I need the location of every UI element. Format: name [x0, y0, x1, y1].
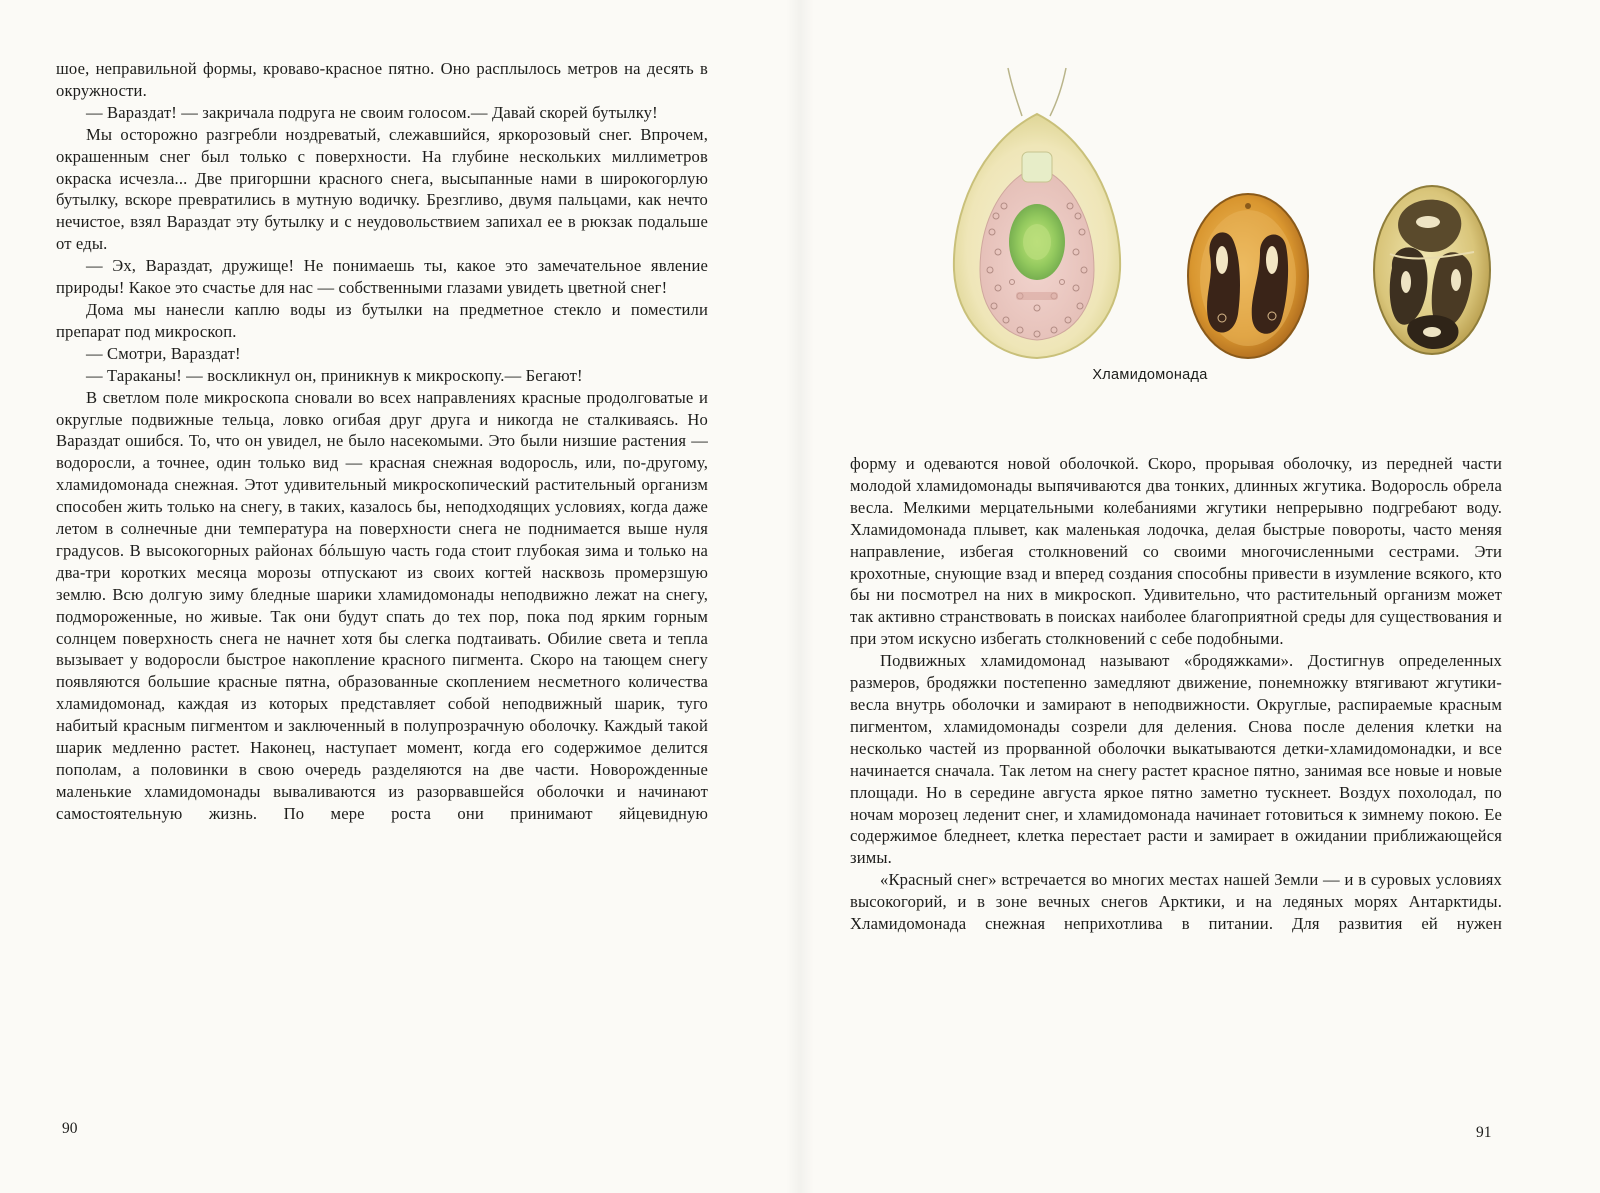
paragraph: — Смотри, Вараздат!: [86, 343, 241, 363]
paragraph: форму и одеваются новой оболочкой. Скоро, прорывая оболочку, из передней части молодой хламидомонады выпячиваются два тонких, длинных жгутика. Водоросль обрела весла. Мелкими мерцательными колебаниями жгутики непрерывно подгребают воду. Хламидомонада плывет, как маленькая лодочка, делая быстрые повороты, часто меняя направление, избегая столкновений со своими многочисленными сестрами. Эти крохотные, снующие взад и вперед создания способны привести в изумление всякого, кто бы ни посмотрел на них в микроскоп. Удивительно, что растительный организм может так активно странствовать в поисках наиболее благоприятной среды для существования и при этом искусно избегать столкновений с себе подобными.: [850, 454, 1502, 649]
paragraph: шое, неправильной формы, кроваво-красное пятно. Оно расплылось метров на десять в окружности.: [56, 59, 708, 100]
paragraph: Дома мы нанесли каплю воды из бутылки на предметное стекло и поместили препарат под микроскоп.: [56, 299, 708, 341]
paragraph: «Красный снег» встречается во многих местах нашей Земли — и в суровых условиях высокогорий, и в зоне вечных снегов Арктики, и на ледяных морях Антарктиды. Хламидомонада снежная неприхотлива в питании. Для развития ей нужен: [850, 870, 1502, 934]
paragraph: — Тараканы! — воскликнул он, приникнув к микроскопу.— Бегают!: [86, 365, 583, 385]
page-number-right: 91: [1476, 1124, 1492, 1141]
left-page-text: [56, 58, 708, 825]
figure-caption: Хламидомонада: [1092, 367, 1208, 383]
chlamydomonas-illustration: [880, 56, 1510, 406]
right-page: [800, 0, 1600, 1193]
paragraph: Мы осторожно разгребли ноздреватый, слежавшийся, яркорозовый снег. Впрочем, окрашенным снег был только с поверхности. На глубине нескольких миллиметров окраска исчезла... Две пригоршни красного снега, высыпанные нами в широкогорлую бутылку, вскоре превратились в мутную водичку. Брезгливо, двумя пальцами, как нечто нечистое, взял Вараздат эту бутылку и с неудовольствием запихал ее в рюкзак подальше от еды.: [56, 124, 708, 254]
paragraph: Подвижных хламидомонад называют «бродяжками». Достигнув определенных размеров, бродяжки постепенно замедляют движение, понемножку втягивают жгутики-весла внутрь оболочки и замирают в неподвижности. Округлые, распираемые красным пигментом, хламидомонады созрели для деления. Снова после деления клетки на несколько частей из прорванной оболочки выкатываются детки-хламидомонадки, и все начинается сначала. Так летом на снегу растет красное пятно, занимая все новые и новые площади. Но в середине августа яркое пятно заметно тускнеет. Воздух похолодал, по ночам морозец леденит снег, и хламидомонада начинает готовиться к зимнему покою. Ее содержимое бледнеет, клетка перестает расти и замирает в ожидании приближающейся зимы.: [850, 651, 1502, 868]
dividing-cell-drawing: [1188, 194, 1308, 358]
four-daughter-cell-drawing: [1374, 186, 1490, 354]
page-number-left: 90: [62, 1120, 78, 1137]
motile-cell-drawing: [954, 68, 1120, 358]
paragraph: — Вараздат! — закричала подруга не своим голосом.— Давай скорей бутылку!: [86, 102, 658, 122]
paragraph: В светлом поле микроскопа сновали во всех направлениях красные продолговатые и округлые подвижные тельца, ловко огибая друг друга и никогда не сталкиваясь. Но Вараздат ошибся. То, что он увидел, не было насекомыми. Это были низшие растения — водоросли, а точнее, один только вид — красная снежная водоросль, или, по-другому, хламидомонада снежная. Этот удивительный микроскопический растительный организм способен жить только на снегу, в таких, казалось бы, неподходящих условиях, когда даже летом в солнечные дни температура на поверхности снега не поднимается выше нуля градусов. В высокогорных районах бóльшую часть года стоит глубокая зима и только на два-три коротких месяца морозы отпускают из своих когтей насквозь промерзшую землю. Всю долгую зиму бледные шарики хламидомонады неподвижно лежат на снегу, подмороженные, но живые. Так они будут спать до тех пор, пока под ярким горным солнцем поверхность снега не начнет хотя бы слегка подтаивать. Обилие света и тепла вызывает у водоросли быстрое накопление красного пигмента. Скоро на тающем снегу появляются большие красные пятна, образованные скоплением несметного количества хламидомонад, каждая из которых представляет собой неподвижный шарик, туго набитый красным пигментом и заключенный в полупрозрачную оболочку. Каждый такой шарик медленно растет. Наконец, наступает момент, когда его содержимое делится пополам, а половинки в свою очередь разделяются на две части. Новорожденные маленькие хламидомонады вываливаются из разорвавшейся оболочки и начинают самостоятельную жизнь. По мере роста они принимают яйцевидную: [56, 387, 708, 823]
paragraph: — Эх, Вараздат, дружище! Не понимаешь ты, какое это замечательное явление природы! Какое это счастье для нас — собственными глазами увидеть цветной снег!: [56, 256, 708, 298]
right-page-text: [850, 453, 1502, 935]
